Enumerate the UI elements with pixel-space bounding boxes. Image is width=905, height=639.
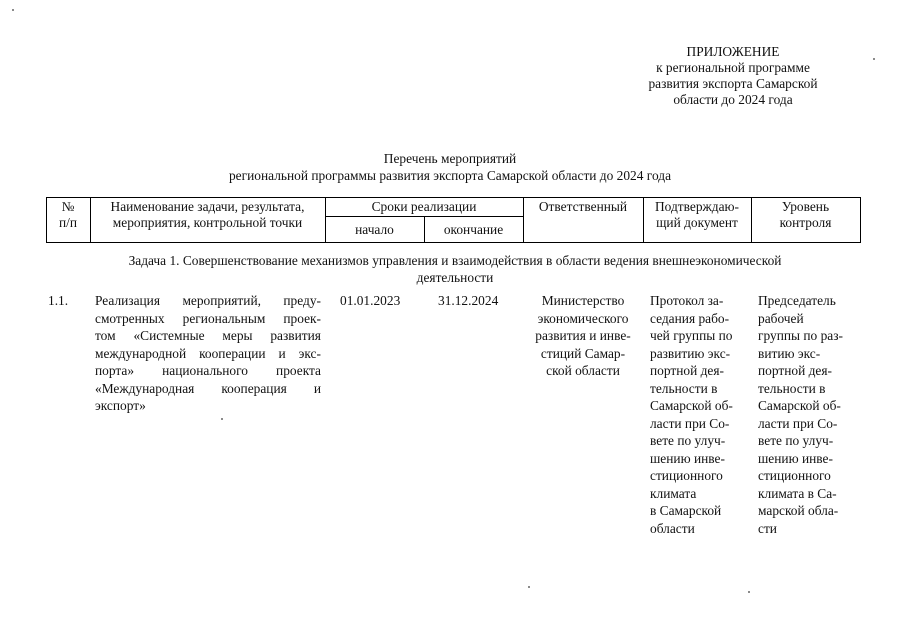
- task-heading: Задача 1. Совершенствование механизмов управления и взаимодействия в области ведения внешнеэкономической деятельности: [128, 253, 782, 285]
- header-responsible: Ответственный: [538, 199, 628, 214]
- appendix-line: области до 2024 года: [673, 92, 793, 107]
- header-num: № п/п: [58, 199, 78, 230]
- word: региональным: [182, 310, 266, 326]
- word: проекта: [276, 363, 321, 378]
- row-control: Председатель рабочей группы по раз- витию экс- портной дея- тельности в Самарской об- ласти при Со- вете по улуч- шению инве- стиционного климата в Са- марской обла- сти: [758, 293, 843, 536]
- word: национального: [162, 363, 248, 378]
- appendix-line: к региональной программе: [656, 60, 810, 75]
- row-start-date: 01.01.2023: [340, 293, 401, 308]
- header-name: Наименование задачи, результата, мероприятия, контрольной точки: [110, 199, 305, 230]
- row-number: 1.1.: [48, 293, 69, 308]
- word: и: [278, 345, 286, 361]
- appendix-heading: ПРИЛОЖЕНИЕ: [686, 44, 780, 59]
- row-name: Реализация мероприятий, преду- смотренных региональным проек- том «Системные меры развития международной кооперации и экс- порта» национального проекта «Международная кооперация и экспорт»: [95, 293, 321, 413]
- word: кооперации: [199, 345, 266, 361]
- scan-speck: [528, 586, 530, 588]
- header-start: начало: [355, 222, 394, 237]
- word: кооперация: [221, 380, 287, 396]
- scan-speck: [873, 58, 875, 60]
- row-document: Протокол за- седания рабо- чей группы по развитию экс- портной дея- тельности в Самарской об- ласти при Со- вете по улуч- шению инве- стиционного климата в Самарской области: [650, 293, 733, 536]
- document-title: [150, 150, 750, 184]
- word: меры: [222, 328, 253, 343]
- word: проек-: [283, 310, 321, 326]
- word: Реализация: [95, 293, 161, 308]
- appendix-block: [615, 44, 851, 108]
- row-responsible: Министерство экономического развития и инве- стиций Самар- ской области: [535, 293, 631, 378]
- word: смотренных: [95, 310, 165, 326]
- scan-speck: [221, 418, 223, 420]
- scan-speck: [748, 591, 750, 593]
- appendix-line: развития экспорта Самарской: [648, 76, 818, 91]
- word: мероприятий,: [182, 293, 261, 308]
- word: том: [95, 328, 116, 343]
- header-end: окончание: [443, 222, 504, 237]
- word: преду-: [283, 293, 321, 308]
- word: международной: [95, 345, 187, 361]
- title-line-1: Перечень мероприятий: [383, 151, 517, 166]
- word: порта»: [95, 363, 135, 378]
- word: экс-: [298, 345, 321, 361]
- word: «Международная: [95, 380, 195, 396]
- scan-speck: [12, 9, 14, 11]
- word: и: [313, 380, 321, 396]
- row-end-date: 31.12.2024: [438, 293, 499, 308]
- word: «Системные: [133, 328, 205, 343]
- header-control: Уровень контроля: [779, 199, 832, 230]
- header-document: Подтверждаю- щий документ: [655, 199, 739, 230]
- title-line-2: региональной программы развития экспорта Самарской области до 2024 года: [228, 168, 672, 183]
- word: развития: [270, 328, 321, 343]
- header-period: Сроки реализации: [371, 199, 477, 214]
